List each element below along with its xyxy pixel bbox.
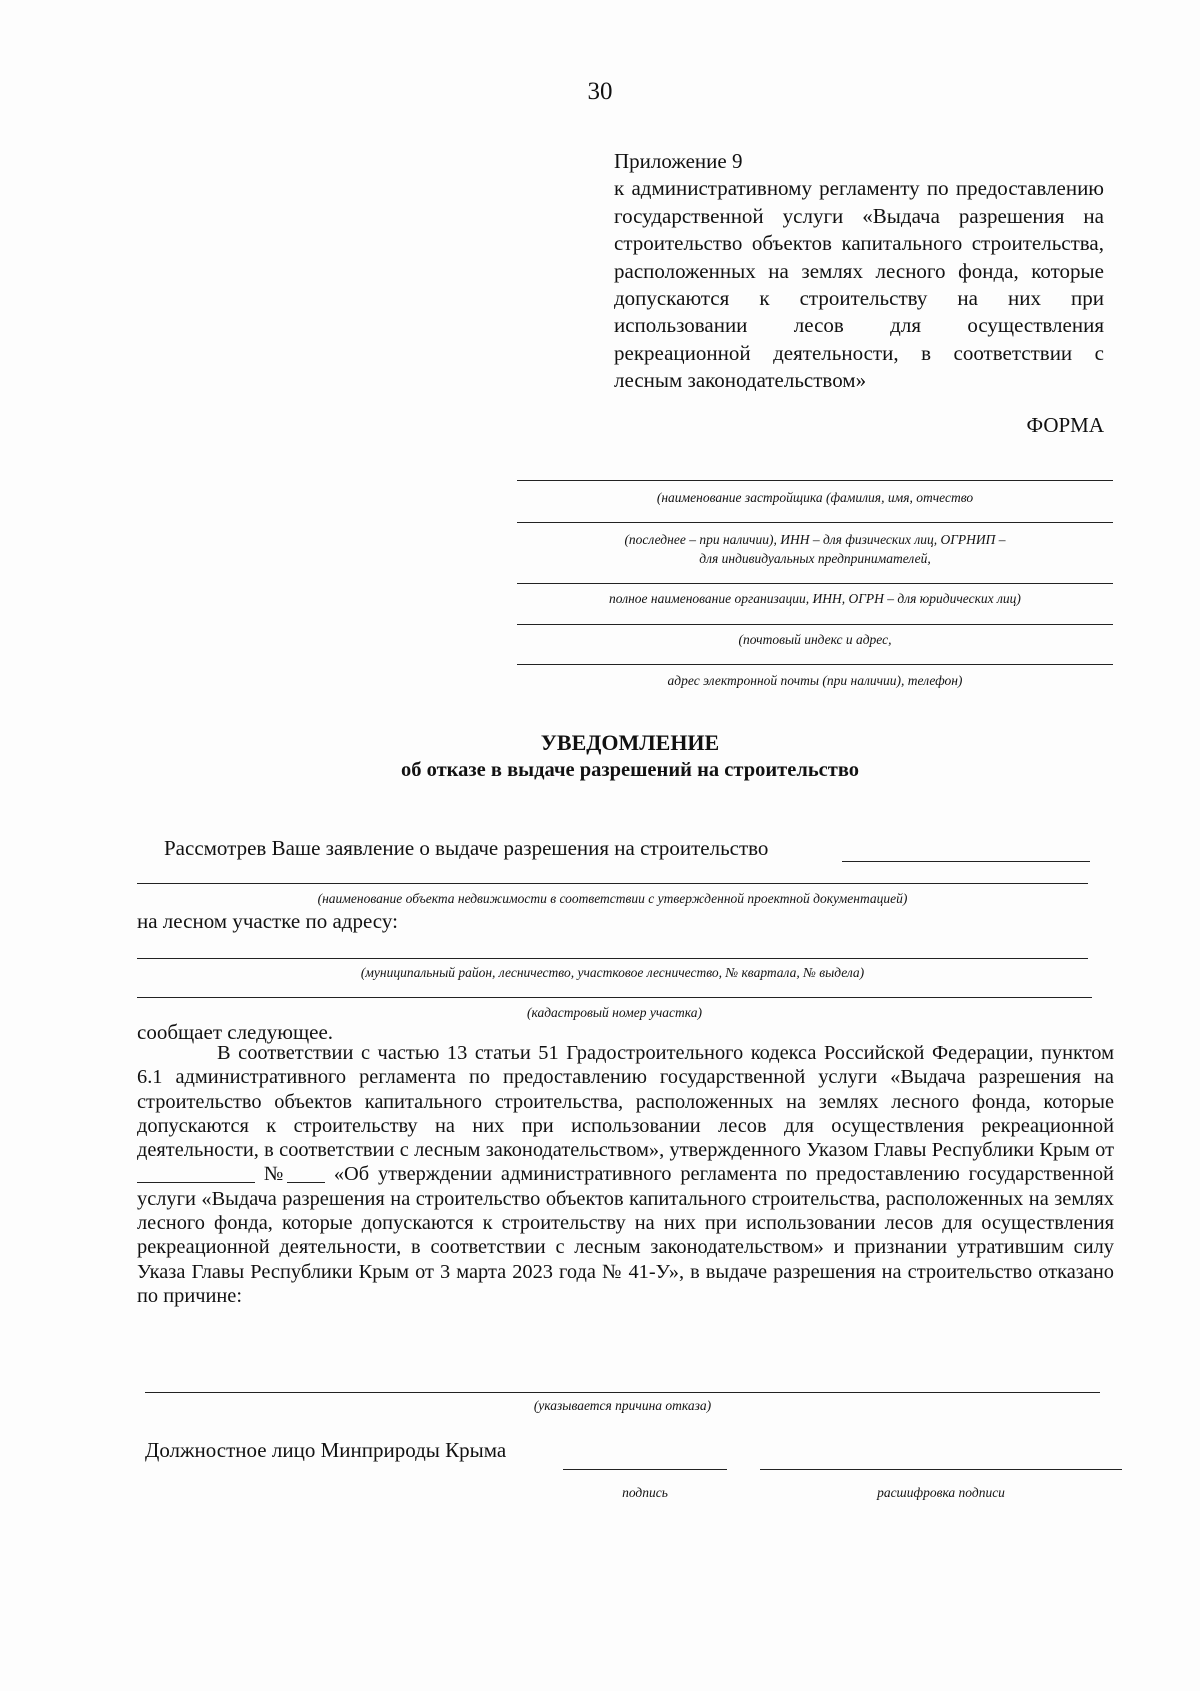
object-caption: (наименование объекта недвижимости в соответствии с утвержденной проектной документацией) — [317, 891, 908, 906]
cadastral-line — [137, 997, 1092, 998]
date-blank — [137, 1164, 255, 1183]
official-label: Должностное лицо Минприроды Крыма — [145, 1438, 507, 1462]
signature-caption: подпись — [622, 1485, 668, 1500]
page-number: 30 — [587, 78, 613, 105]
main-paragraph — [137, 1041, 1114, 1308]
recipient-line-5 — [517, 664, 1113, 665]
intro-text: Рассмотрев Ваше заявление о выдаче разрешения на строительство — [164, 836, 769, 860]
form-label: ФОРМА — [1026, 413, 1104, 437]
decode-line — [760, 1469, 1122, 1470]
address-line — [137, 958, 1088, 959]
annex-title: Приложение 9 — [614, 149, 743, 173]
paragraph-part-2: «Об утверждении административного регламента по предоставлению государственной услуги «Выдача разрешения на строительство объектов капитального строительства, расположенных на землях лесного фонда, которые допускаются к строительству на них при использовании лесов для осуществления рекреационной деятельности, в соответствии с лесным законодательством» и признании утратившим силу Указа Главы Республики Крым от 3 марта 2023 года № 41-У», в выдаче разрешения на строительство отказано по причине: — [137, 1163, 1114, 1307]
annex-body: к административному регламенту по предоставлению государственной услуги «Выдача разрешения на строительство объектов капитального строительства, расположенных на землях лесного фонда, которые допускаются к строительству на них при использовании лесов для осуществления рекреационной деятельности, в соответствии с лесным законодательством» — [614, 176, 1104, 393]
intro-blank-line — [842, 861, 1090, 862]
reason-line — [145, 1392, 1100, 1393]
object-line — [137, 883, 1088, 884]
number-sign: № — [263, 1163, 288, 1186]
recipient-caption-4: (почтовый индекс и адрес, — [738, 632, 892, 647]
annex-block — [614, 148, 1104, 395]
notice-subtitle: об отказе в выдаче разрешений на строительство — [400, 759, 860, 781]
paragraph-part-1: В соответствии с частью 13 статьи 51 Градостроительного кодекса Российской Федерации, пунктом 6.1 административного регламента по предоставлению государственной услуги «Выдача разрешения на строительство объектов капитального строительства, расположенных на землях лесного фонда, которые допускаются к строительству на них при использовании лесов для осуществления рекреационной деятельности, в соответствии с лесным законодательством», утвержденного Указом Главы Республики Крым от — [137, 1042, 1114, 1162]
decode-caption: расшифровка подписи — [877, 1485, 1005, 1500]
reports-text: сообщает следующее. — [137, 1020, 334, 1044]
recipient-line-4 — [517, 624, 1113, 625]
notice-title: УВЕДОМЛЕНИЕ — [540, 730, 720, 755]
recipient-caption-1: (наименование застройщика (фамилия, имя, отчество — [656, 490, 974, 505]
cadastral-caption: (кадастровый номер участка) — [527, 1005, 702, 1020]
reason-caption: (указывается причина отказа) — [533, 1398, 712, 1413]
signature-line — [563, 1469, 727, 1470]
recipient-line-2 — [517, 522, 1113, 523]
recipient-caption-5: адрес электронной почты (при наличии), телефон) — [667, 673, 963, 688]
recipient-line-3 — [517, 583, 1113, 584]
recipient-line-1 — [517, 480, 1113, 481]
number-blank — [287, 1164, 325, 1183]
recipient-caption-3: полное наименование организации, ИНН, ОГРН – для юридических лиц) — [609, 591, 1021, 606]
plot-address-label: на лесном участке по адресу: — [137, 909, 398, 933]
recipient-caption-2b: для индивидуальных предпринимателей, — [699, 551, 931, 566]
recipient-caption-2a: (последнее – при наличии), ИНН – для физических лиц, ОГРНИП – — [624, 532, 1006, 547]
address-caption: (муниципальный район, лесничество, участковое лесничество, № квартала, № выдела) — [360, 965, 865, 980]
